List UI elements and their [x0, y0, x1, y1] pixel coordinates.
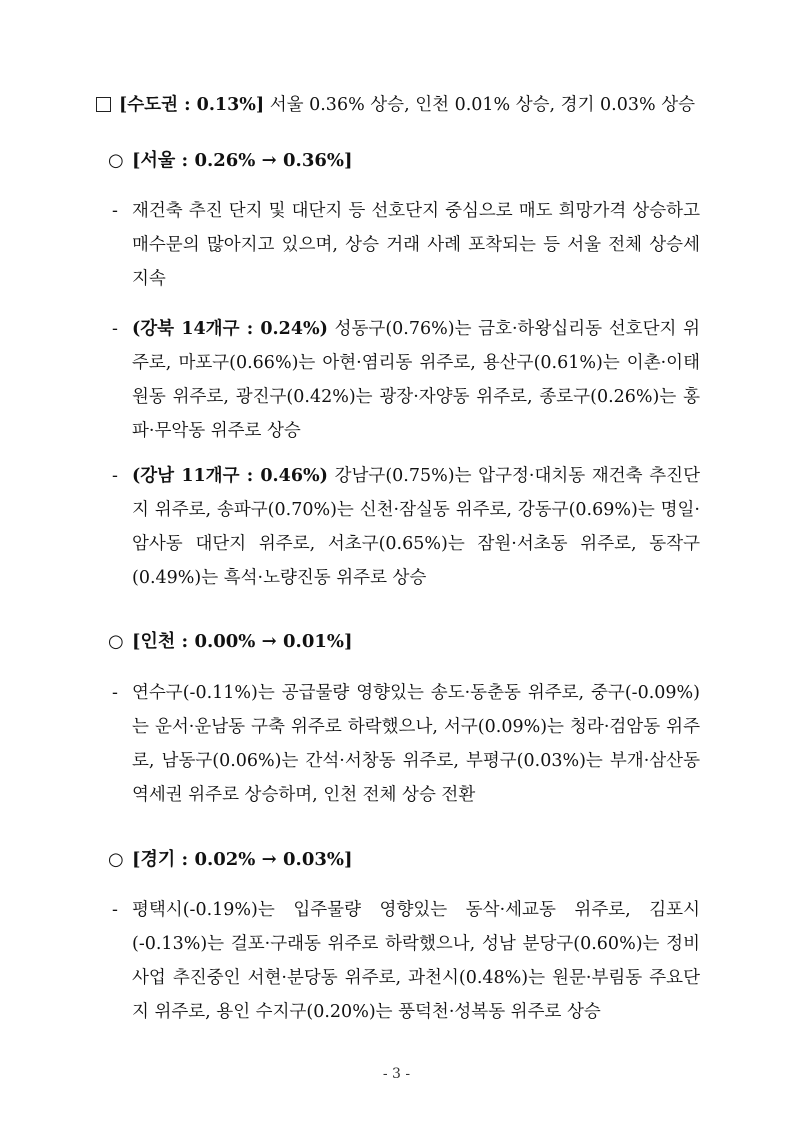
item-text: 성동구(0.76%)는 금호·하왕십리동 선호단지 위주로, 마포구(0.66%)는 아현·염리동 위주로, 용산구(0.61%)는 이촌·이태원동 위주로, 광진구(0.42%)는 광장·자양동 위주로, 종로구(0.26%)는 홍파·무악동 위주로 상승 [132, 319, 700, 441]
item-text: 재건축 추진 단지 및 대단지 등 선호단지 중심으로 매도 희망가격 상승하고 매수문의 많아지고 있으며, 상승 거래 사례 포착되는 등 서울 전체 상승세 지속 [132, 201, 700, 289]
item-bold-label: (강북 14개구 : 0.24%) [132, 319, 328, 339]
heading-bracket: [수도권 : 0.13%] [119, 95, 265, 115]
dash-bullet: - [112, 466, 118, 486]
item-text: 강남구(0.75%)는 압구정·대치동 재건축 추진단지 위주로, 송파구(0.70%)는 신천·잠실동 위주로, 강동구(0.69%)는 명일·암사동 대단지 위주로, 서초구(0.65%)는 잠원·서초동 위주로, 동작구(0.49%)는 흑석·노량진동 위주로 상승 [132, 466, 700, 588]
list-item [112, 676, 700, 812]
section-title-seoul [108, 146, 708, 176]
section-title-text: [인천 : 0.00% → 0.01%] [132, 631, 353, 652]
circle-bullet-icon: ○ [108, 150, 124, 171]
dash-bullet: - [112, 900, 118, 920]
checkbox-icon [96, 97, 111, 112]
section-title-gyeonggi [108, 845, 708, 875]
list-item [112, 194, 700, 296]
heading-summary: 서울 0.36% 상승, 인천 0.01% 상승, 경기 0.03% 상승 [264, 95, 696, 115]
section-title-text: [서울 : 0.26% → 0.36%] [132, 150, 353, 171]
list-item [112, 312, 700, 448]
region-heading [96, 90, 706, 120]
section-title-text: [경기 : 0.02% → 0.03%] [132, 849, 353, 870]
list-item [112, 893, 700, 1029]
item-text: 평택시(-0.19%)는 입주물량 영향있는 동삭·세교동 위주로, 김포시(-0.13%)는 걸포·구래동 위주로 하락했으나, 성남 분당구(0.60%)는 정비사업 추진중인 서현·분당동 위주로, 과천시(0.48%)는 원문·부림동 주요단지 위주로, 용인 수지구(0.20%)는 풍덕천·성복동 위주로 상승 [132, 900, 700, 1022]
page-number: - 3 - [382, 1066, 411, 1082]
dash-bullet: - [112, 201, 118, 221]
dash-bullet: - [112, 319, 118, 339]
item-text: 연수구(-0.11%)는 공급물량 영향있는 송도·동춘동 위주로, 중구(-0.09%)는 운서·운남동 구축 위주로 하락했으나, 서구(0.09%)는 청라·검암동 위주로, 남동구(0.06%)는 간석·서창동 위주로, 부평구(0.03%)는 부개·삼산동 역세권 위주로 상승하며, 인천 전체 상승 전환 [132, 683, 700, 805]
list-item [112, 459, 700, 595]
section-title-incheon [108, 627, 708, 657]
dash-bullet: - [112, 683, 118, 703]
circle-bullet-icon: ○ [108, 631, 124, 652]
circle-bullet-icon: ○ [108, 849, 124, 870]
item-bold-label: (강남 11개구 : 0.46%) [132, 466, 328, 486]
